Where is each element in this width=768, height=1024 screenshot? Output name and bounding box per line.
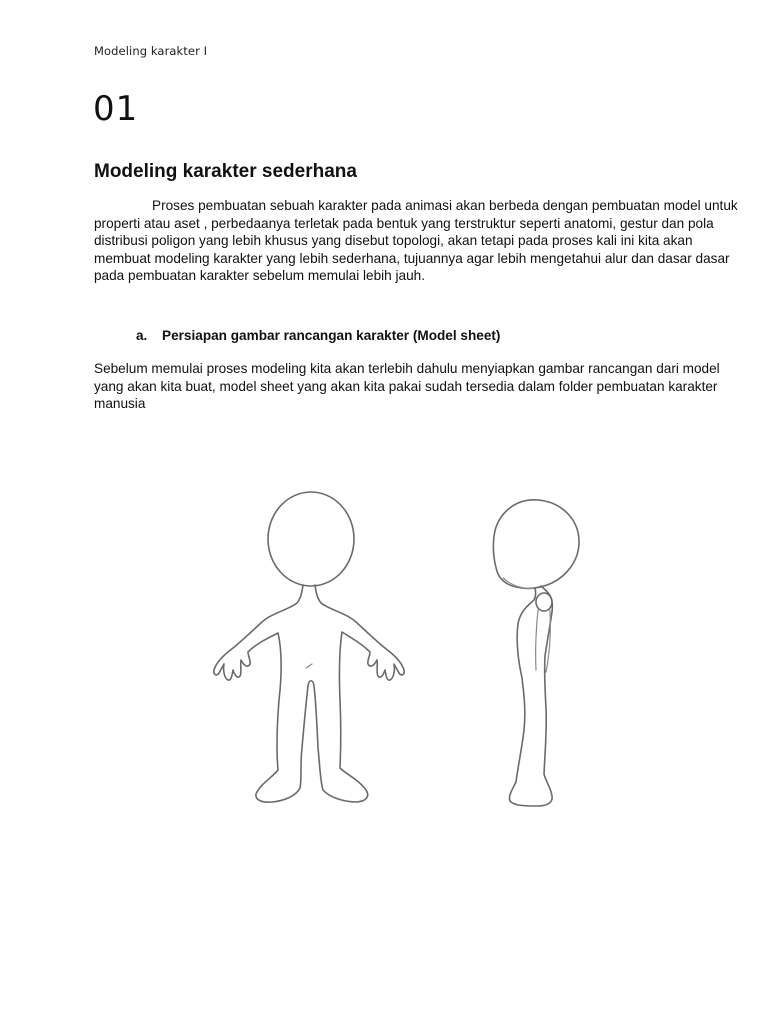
intro-paragraph: Proses pembuatan sebuah karakter pada animasi akan berbeda dengan pembuatan model untuk properti atau aset , perbedaanya terletak pada bentuk yang terstruktur seperti anatomi, gestur dan pola distribusi poligon yang lebih khusus yang disebut topologi, akan tetapi pada proses kali ini kita akan membuat modeling karakter yang lebih sederhana, tujuannya agar lebih mengetahui alur dan dasar dasar pada pembuatan karakter sebelum memulai lebih jauh. [94,198,738,283]
side-view-arm [536,610,551,672]
section-heading [136,328,500,343]
side-view-jaw-line [503,578,536,589]
section-marker: a. [136,328,148,343]
front-view-body [214,585,404,802]
chapter-title: Modeling karakter sederhana [94,161,357,182]
front-view-character [214,492,404,802]
side-view-body [509,586,552,806]
side-view-shoulder [536,593,552,611]
chapter-number: 01 [93,89,139,129]
side-view-head [493,500,579,589]
front-view-hip-line [306,664,312,668]
section-body: Sebelum memulai proses modeling kita akan terlebih dahulu menyiapkan gambar rancangan dari model yang akan kita buat, model sheet yang akan kita pakai sudah tersedia dalam folder pembuatan karakter manusia [94,361,720,411]
section-heading-text: Persiapan gambar rancangan karakter (Model sheet) [162,328,501,343]
running-header: Modeling karakter I [94,44,208,58]
side-view-character [493,500,579,806]
front-view-head [268,492,354,586]
